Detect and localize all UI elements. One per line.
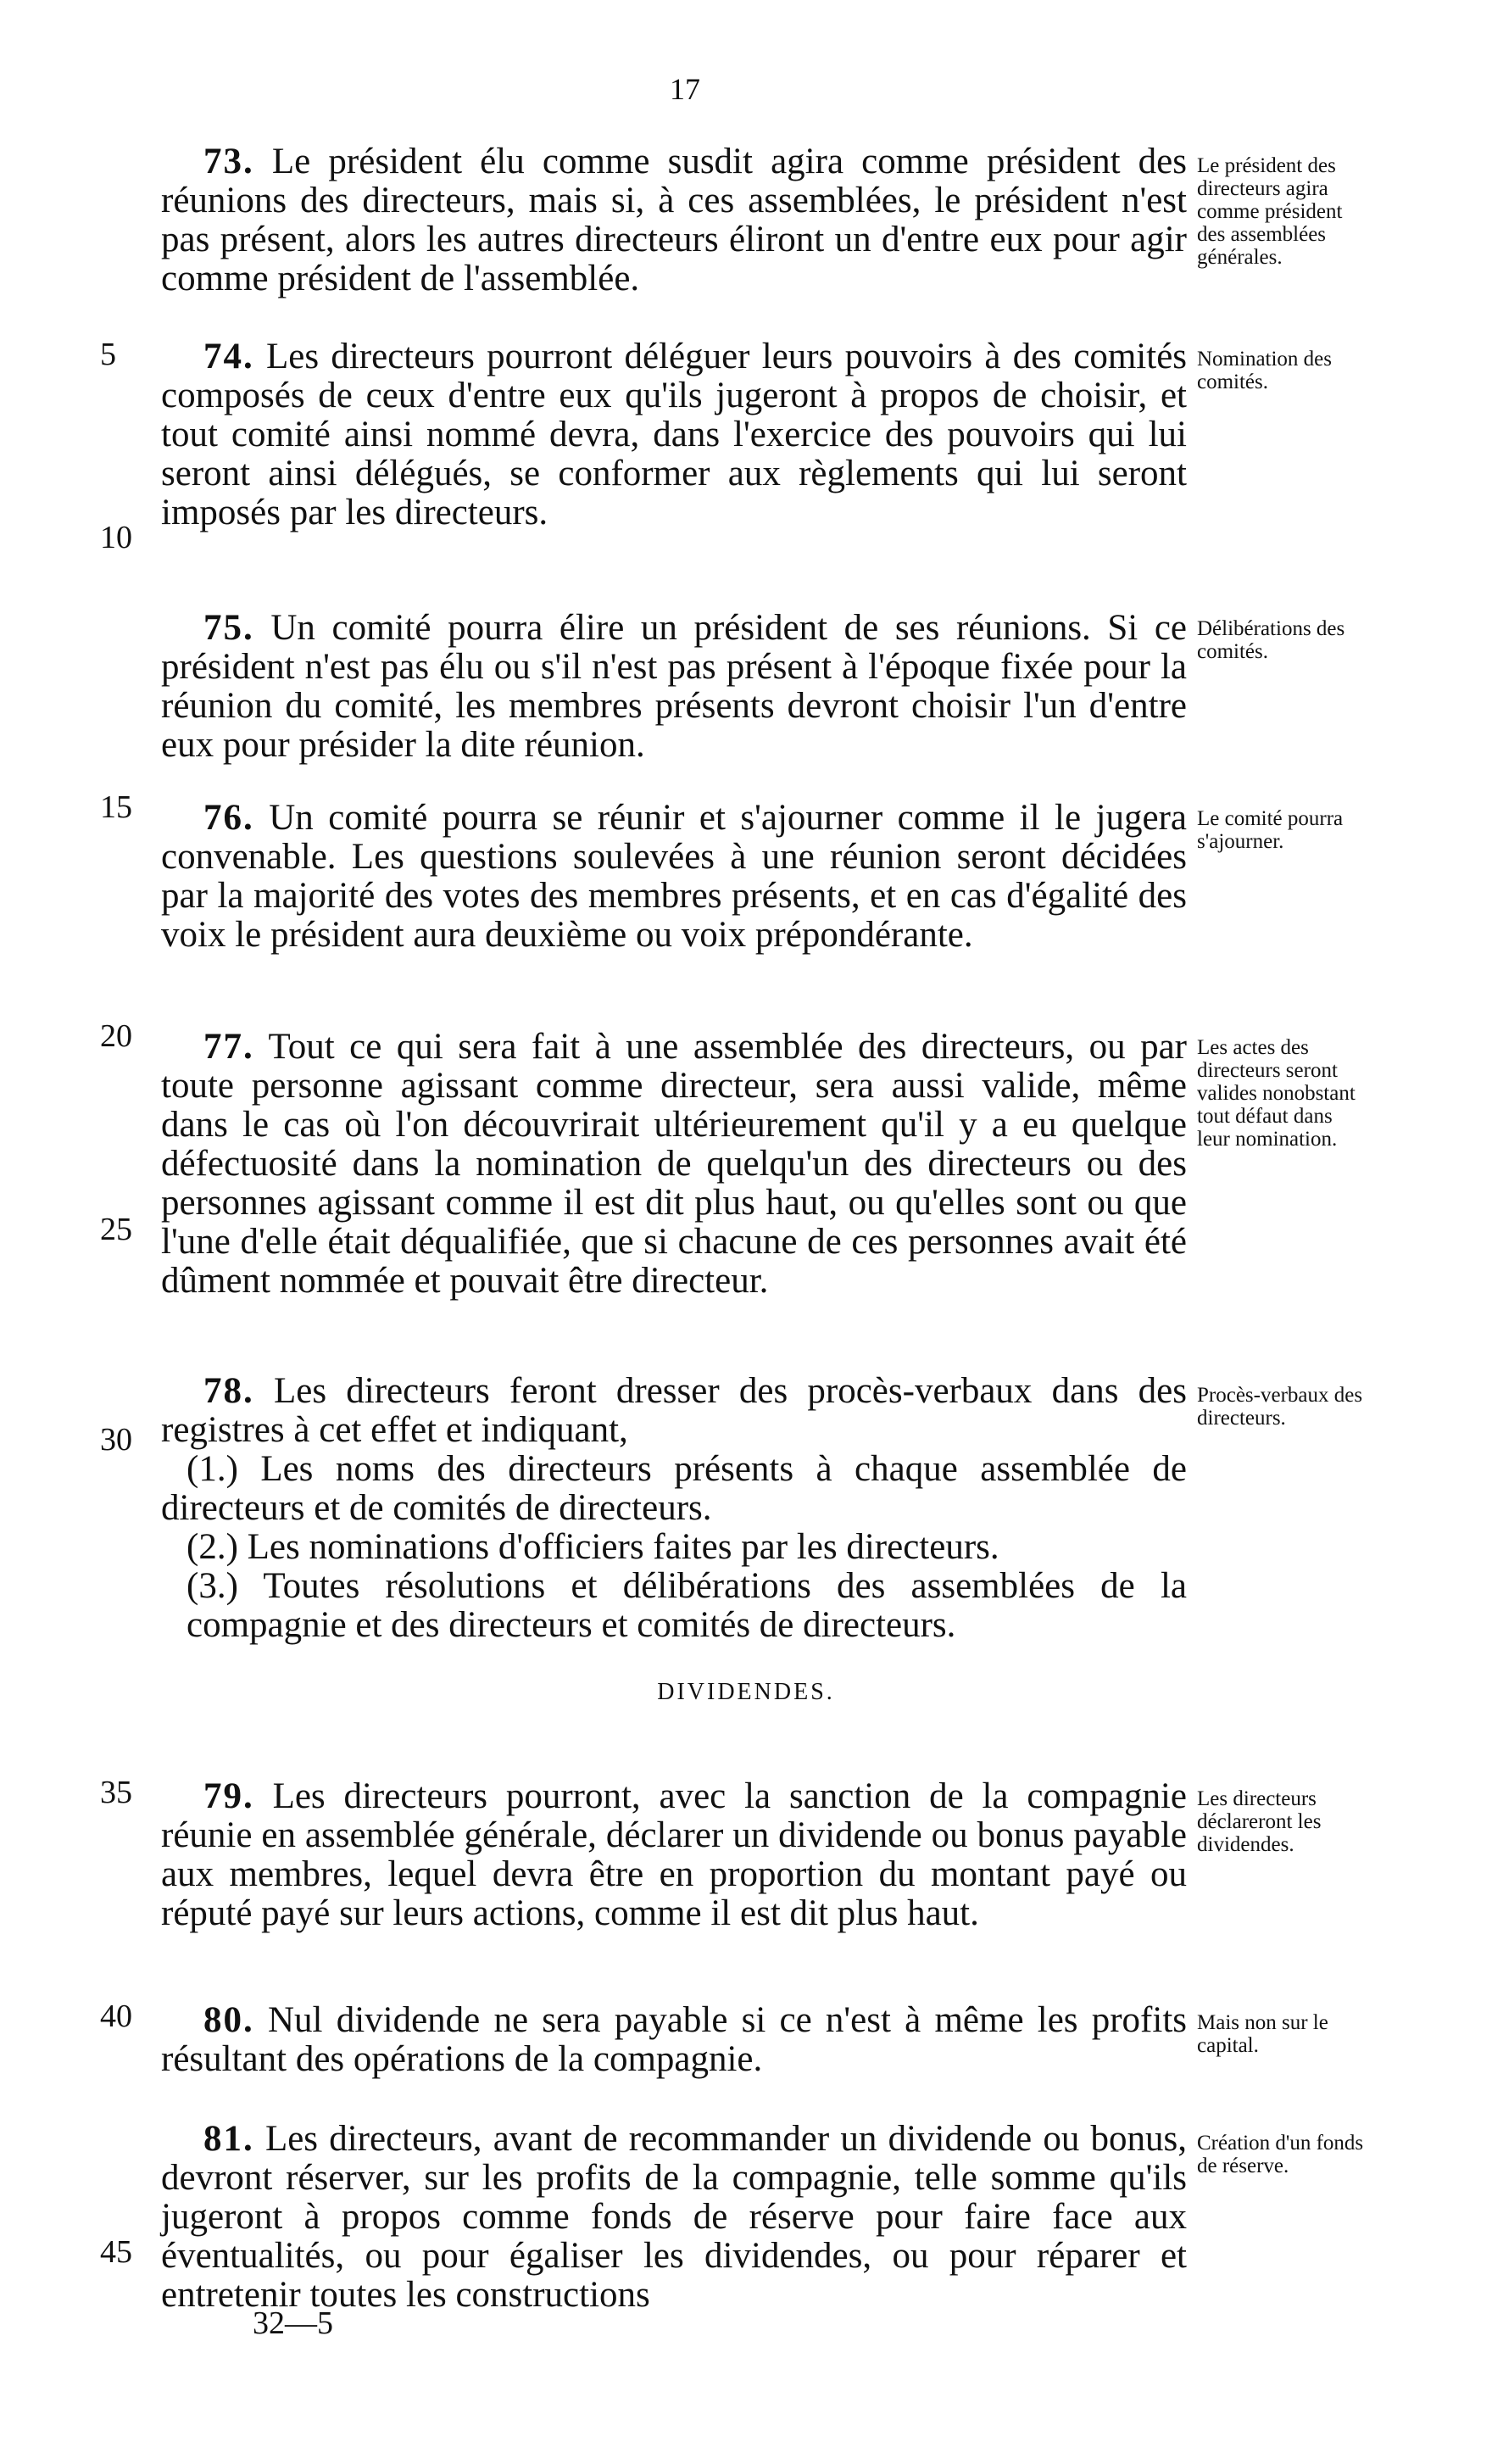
section-81 [161,2120,1187,2315]
section-text: Les directeurs, avant de recommander un dividende ou bonus, devront réserver, sur les profits de la compagnie, telle somme qu'ils jugeront à propos comme fonds de réserve pour faire face aux éventualités, ou pour égaliser les dividendes, ou pour réparer et entretenir toutes les constructions [161,2119,1188,2315]
section-text: Le président élu comme susdit agira comme président des réunions des directeurs, mais si, à ces assemblées, le président n'est pas présent, alors les autres directeurs éliront un d'entre eux pour agir comme président de l'assemblée. [161,142,1187,298]
section-number: 73. [203,142,254,181]
signature-mark: 32—5 [253,2305,333,2341]
page-number: 17 [670,72,700,106]
section-76 [161,799,1187,955]
section-text: Nul dividende ne sera payable si ce n'est à même les profits résultant des opérations de la compagnie. [161,2000,1187,2079]
section-73 [161,142,1187,298]
section-number: 81. [203,2119,254,2159]
section-75 [161,609,1187,765]
margin-note-73: Le président des directeurs agira comme président des assemblées générales. [1197,154,1343,269]
section-text: Les directeurs pourront déléguer leurs pouvoirs à des comités composés de ceux d'entre eux qu'ils jugeront à propos de choisir, et tout comité ainsi nommé devra, dans l'exercice des pouvoirs qui lui seront ainsi délégués, se conformer aux règlements qui lui seront imposés par les directeurs. [161,337,1188,532]
line-number: 5 [100,337,116,372]
section-78 [161,1372,1187,1645]
line-number: 35 [100,1775,132,1810]
section-text: Un comité pourra se réunir et s'ajourner comme il le jugera convenable. Les questions soulevées à une réunion seront décidées par la majorité des votes des membres présents, et en cas d'égalité des voix le président aura deuxième ou voix prépondérante. [161,798,1187,955]
section-74 [161,337,1187,532]
section-77 [161,1028,1187,1301]
section-80 [161,2001,1187,2079]
list-item: (3.) Toutes résolutions et délibérations des assemblées de la compagnie et des directeurs et comités de directeurs. [186,1566,1187,1645]
section-number: 74. [203,337,254,376]
section-number: 80. [203,2000,254,2040]
list-item: (1.) Les noms des directeurs présents à chaque assemblée de directeurs et de comités de directeurs. [161,1449,1187,1528]
section-text: Un comité pourra élire un président de ses réunions. Si ce président n'est pas élu ou s'il n'est pas présent à l'époque fixée pour la réunion du comité, les membres présents devront choisir l'un d'entre eux pour présider la dite réunion. [161,608,1188,765]
margin-note-79: Les directeurs déclareront les dividendes. [1197,1787,1322,1856]
margin-note-81: Création d'un fonds de réserve. [1197,2132,1364,2177]
section-number: 77. [203,1027,254,1067]
line-number: 30 [100,1422,132,1458]
margin-note-76: Le comité pourra s'ajourner. [1197,807,1344,853]
margin-note-74: Nomination des comités. [1197,348,1333,393]
line-number: 10 [100,520,132,555]
section-number: 76. [203,798,254,838]
section-number: 78. [203,1371,254,1411]
section-heading: DIVIDENDES. [657,1679,835,1705]
section-number: 75. [203,608,254,648]
margin-note-75: Délibérations des comités. [1197,617,1345,663]
section-text: Les directeurs pourront, avec la sanction de la compagnie réunie en assemblée générale, déclarer un dividende ou bonus payable aux membres, lequel devra être en proportion du montant payé ou réputé payé sur leurs actions, comme il est dit plus haut. [161,1776,1187,1933]
line-number: 25 [100,1212,132,1247]
line-number: 15 [100,789,132,825]
list-item: (2.) Les nominations d'officiers faites par les directeurs. [186,1527,999,1567]
line-number: 20 [100,1018,132,1054]
section-number: 79. [203,1776,254,1816]
section-text: Tout ce qui sera fait à une assemblée des directeurs, ou par toute personne agissant comme directeur, sera aussi valide, même dans le cas où l'on découvrirait ultérieurement qu'il y a eu quelque défectuosité dans la nomination de quelqu'un des directeurs ou des personnes agissant comme il est dit plus haut, ou qu'elles sont ou que l'une d'elle était déqualifiée, que si chacune de ces personnes avait été dûment nommée et pouvait être directeur. [161,1027,1187,1301]
line-number: 40 [100,1999,132,2034]
margin-note-77: Les actes des directeurs seront valides nonobstant tout défaut dans leur nomination. [1197,1036,1356,1151]
section-text: Les directeurs feront dresser des procès-verbaux dans des registres à cet effet et indiquant, [161,1371,1187,1450]
line-number: 45 [100,2234,132,2270]
margin-note-78: Procès-verbaux des directeurs. [1197,1384,1363,1430]
section-79 [161,1777,1187,1933]
margin-note-80: Mais non sur le capital. [1197,2011,1328,2057]
